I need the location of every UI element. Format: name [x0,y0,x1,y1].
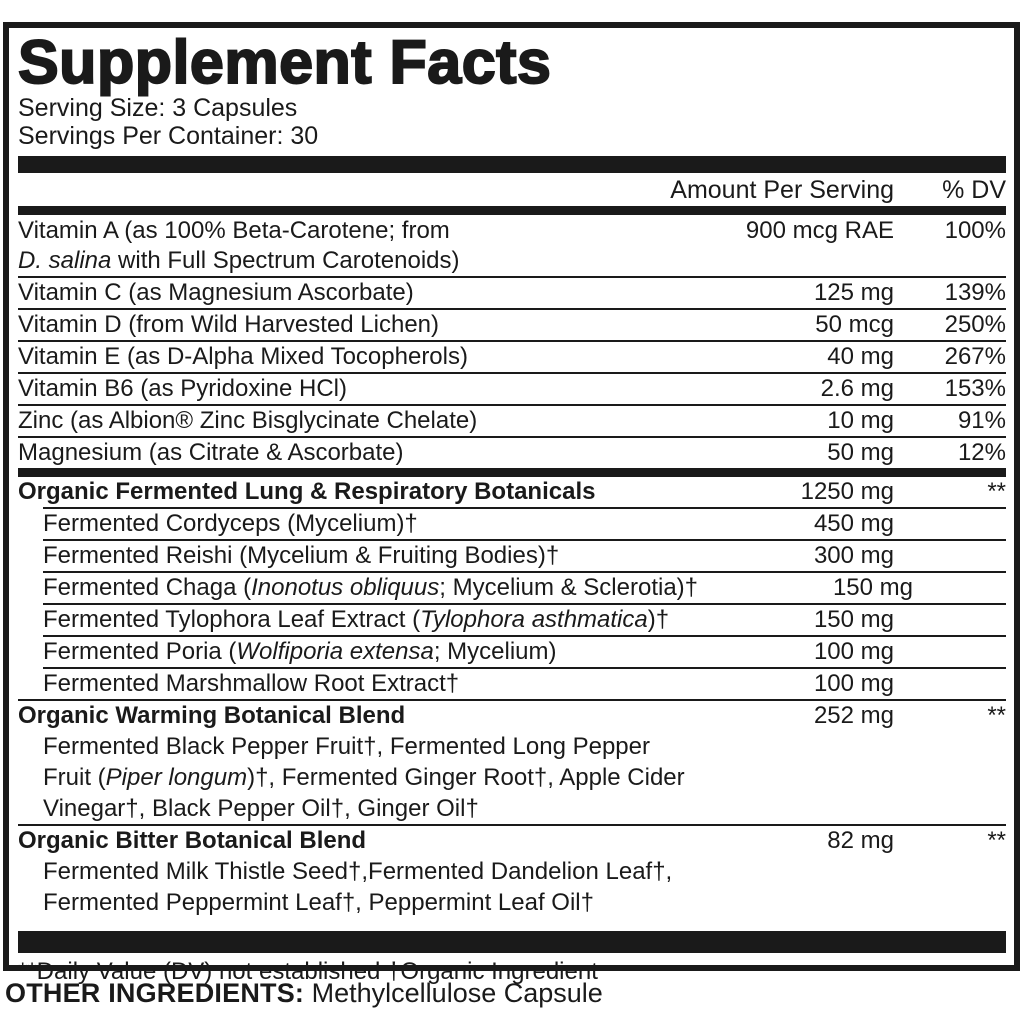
column-header-dv: % DV [942,176,1006,204]
footnote: **Daily Value (DV) not established †Organic Ingredient [18,958,598,985]
divider-bar [18,468,1006,477]
ingredient-amount: 40 mg [827,343,894,370]
ingredient-amount: 50 mcg [815,311,894,338]
ingredient-name: Vitamin E (as D-Alpha Mixed Tocopherols) [18,343,468,370]
table-row [18,406,1006,438]
table-row [18,477,1006,509]
ingredient-name: Fermented Tylophora Leaf Extract (Tylophora asthmatica)† [43,606,670,633]
other-ingredients [5,978,603,1009]
table-row [18,374,1006,406]
ingredient-amount: 100 mg [813,638,894,665]
ingredient-dv: 12% [957,439,1006,466]
ingredient-name: Fermented Chaga (Inonotus obliquus; Mycelium & Sclerotia)† [43,574,699,601]
ingredient-amount: 50 mg [827,439,894,466]
blend-ingredients-line: Vinegar†, Black Pepper Oil†, Ginger Oil† [43,795,479,822]
table-row [18,826,1006,918]
ingredient-name: Vitamin B6 (as Pyridoxine HCl) [18,375,348,402]
ingredient-amount: 82 mg [827,827,894,854]
ingredient-name: Magnesium (as Citrate & Ascorbate) [18,439,404,466]
supplement-facts-panel [3,22,1020,985]
table-row [18,278,1006,310]
ingredient-amount: 900 mcg RAE [745,217,894,244]
blend-ingredients-line: Fruit (Piper longum)†, Fermented Ginger Root†, Apple Cider [43,764,685,791]
table-row [18,573,1006,605]
ingredient-dv: ** [987,478,1006,505]
ingredient-name: Vitamin D (from Wild Harvested Lichen) [18,311,440,338]
divider-bar [18,931,1006,953]
serving-size: Serving Size: 3 Capsules [18,94,298,122]
ingredient-amount: 150 mg [813,606,894,633]
ingredient-dv: 100% [944,217,1006,244]
ingredient-amount: 300 mg [813,542,894,569]
ingredient-name: Vitamin A (as 100% Beta-Carotene; from [18,217,450,244]
ingredient-name: Organic Bitter Botanical Blend [18,827,367,854]
ingredient-name: Fermented Cordyceps (Mycelium)† [43,510,418,537]
other-ingredients-value: Methylcellulose Capsule [311,978,603,1008]
ingredient-dv: 267% [944,343,1006,370]
ingredient-name-line2: D. salina with Full Spectrum Carotenoids) [18,247,460,274]
panel-title: Supplement Facts [18,28,552,96]
other-ingredients-label: OTHER INGREDIENTS: [5,978,305,1008]
blend-ingredients-line: Fermented Milk Thistle Seed†,Fermented Dandelion Leaf†, [43,858,673,885]
divider-bar-medium [18,206,1006,215]
table-row [18,342,1006,374]
column-header-amount: Amount Per Serving [670,176,894,204]
ingredient-amount: 1250 mg [800,478,894,505]
ingredient-name: Fermented Marshmallow Root Extract† [43,670,460,697]
ingredient-dv: 91% [957,407,1006,434]
ingredient-dv: 153% [944,375,1006,402]
table-row [18,438,1006,468]
servings-per-container: Servings Per Container: 30 [18,122,319,150]
table-row [18,605,1006,637]
ingredient-name: Fermented Reishi (Mycelium & Fruiting Bodies)† [43,542,560,569]
ingredient-dv: ** [987,827,1006,854]
blend-ingredients-line: Fermented Black Pepper Fruit†, Fermented Long Pepper [43,733,650,760]
ingredient-amount: 10 mg [827,407,894,434]
facts-table [18,216,1006,953]
ingredient-name: Organic Warming Botanical Blend [18,702,406,729]
blend-ingredients-line: Fermented Peppermint Leaf†, Peppermint Leaf Oil† [43,889,594,916]
column-header-row [18,175,1006,205]
table-row [18,669,1006,701]
ingredient-amount: 100 mg [813,670,894,697]
table-row [18,541,1006,573]
ingredient-name: Organic Fermented Lung & Respiratory Botanicals [18,478,596,505]
divider-bar-thick [18,156,1006,173]
table-row [18,509,1006,541]
ingredient-dv: ** [987,702,1006,729]
ingredient-amount: 150 mg [832,574,914,601]
ingredient-amount: 450 mg [813,510,894,537]
table-row [18,216,1006,278]
ingredient-amount: 125 mg [813,279,894,306]
ingredient-dv: 139% [944,279,1006,306]
ingredient-amount: 2.6 mg [820,375,894,402]
ingredient-name: Vitamin C (as Magnesium Ascorbate) [18,279,414,306]
ingredient-dv: 250% [944,311,1006,338]
ingredient-name: Zinc (as Albion® Zinc Bisglycinate Chelate) [18,407,478,434]
table-row [18,637,1006,669]
table-row [18,701,1006,826]
table-row [18,310,1006,342]
ingredient-amount: 252 mg [813,702,894,729]
ingredient-name: Fermented Poria (Wolfiporia extensa; Mycelium) [43,638,557,665]
